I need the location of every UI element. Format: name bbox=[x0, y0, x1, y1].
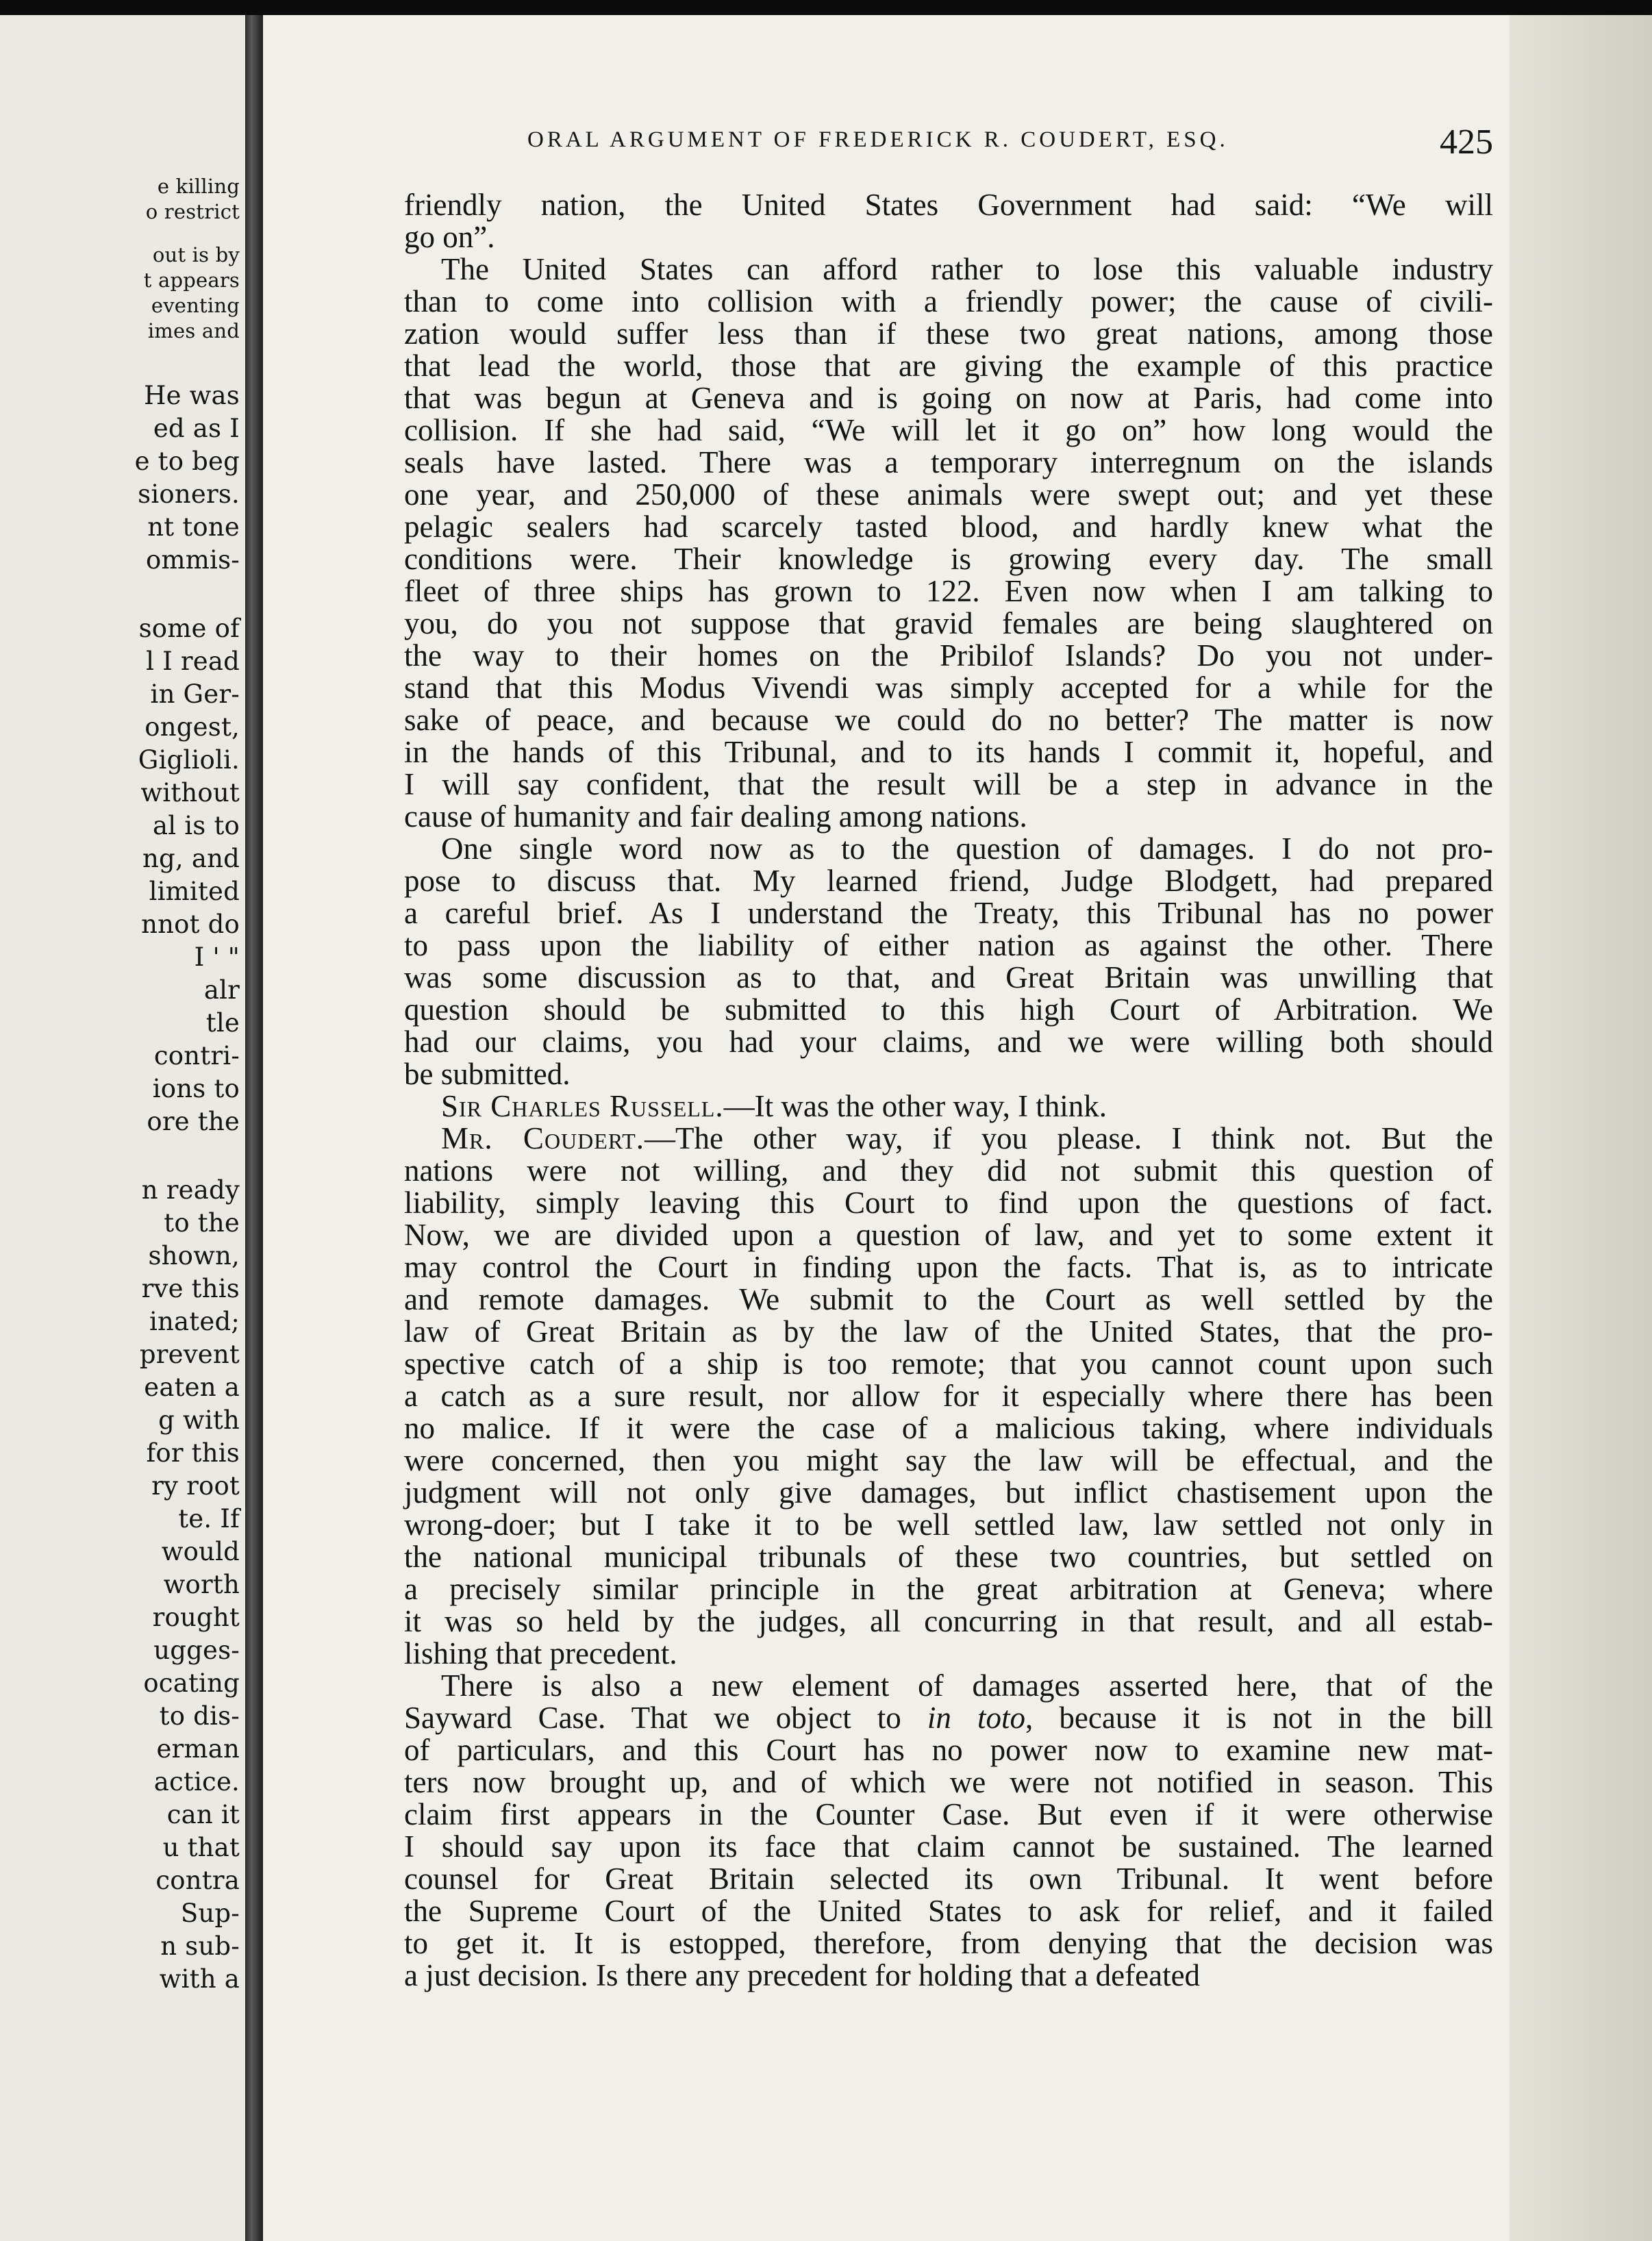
text-line: no malice. If it were the case of a malicious taking, where individuals bbox=[404, 1411, 1493, 1445]
page-edge-shadow bbox=[1510, 15, 1652, 2241]
text-line: to get it. It is estopped, therefore, from denying that the decision was bbox=[404, 1926, 1493, 1960]
previous-page-line: eventing bbox=[151, 294, 240, 317]
speaker-text: —It was the other way, I think. bbox=[723, 1089, 1107, 1123]
text-line: a careful brief. As I understand the Treaty, this Tribunal has no power bbox=[404, 896, 1493, 930]
text-line: law of Great Britain as by the law of the United States, that the pro- bbox=[404, 1314, 1493, 1349]
previous-page-line: o restrict bbox=[145, 200, 240, 223]
text-line bbox=[404, 1090, 1493, 1123]
previous-page-line: without bbox=[140, 778, 240, 807]
text-line: the Supreme Court of the United States to ask for relief, and it failed bbox=[404, 1894, 1493, 1928]
previous-page-line: sioners. bbox=[138, 479, 240, 509]
previous-page-line: n sub- bbox=[160, 1931, 240, 1961]
text-line: pelagic sealers had scarcely tasted blood, and hardly knew what the bbox=[404, 510, 1493, 544]
text-line: lishing that precedent. bbox=[404, 1636, 677, 1670]
previous-page-line: ommis- bbox=[146, 545, 240, 575]
text-line: may control the Court in finding upon the facts. That is, as to intricate bbox=[404, 1250, 1493, 1284]
text-line: it was so held by the judges, all concurring in that result, and all estab- bbox=[404, 1604, 1493, 1638]
previous-page-line: e killing bbox=[157, 175, 240, 198]
text-line: conditions were. Their knowledge is growing every day. The small bbox=[404, 542, 1493, 576]
previous-page-line: inated; bbox=[149, 1307, 240, 1336]
text-line: ters now brought up, and of which we were not notified in season. This bbox=[404, 1765, 1493, 1799]
previous-page-line: nt tone bbox=[147, 512, 240, 542]
previous-page-line: erman bbox=[156, 1734, 240, 1764]
previous-page-fragment bbox=[0, 15, 255, 2241]
previous-page-line: actice. bbox=[153, 1767, 240, 1796]
previous-page-line: to the bbox=[164, 1208, 240, 1238]
previous-page-line: alr bbox=[203, 975, 240, 1005]
text-line: question should be submitted to this high Court of Arbitration. We bbox=[404, 992, 1493, 1027]
text-line: one year, and 250,000 of these animals were swept out; and yet these bbox=[404, 477, 1493, 512]
previous-page-line: some of bbox=[138, 614, 240, 643]
text-line: that lead the world, those that are giving the example of this practice bbox=[404, 349, 1493, 383]
body-text bbox=[404, 189, 1493, 1992]
previous-page-gap bbox=[14, 225, 240, 242]
previous-page-line: ongest, bbox=[145, 712, 240, 742]
previous-page-line: ions to bbox=[152, 1074, 240, 1103]
running-head-title: ORAL ARGUMENT OF FREDERICK R. COUDERT, ESQ. bbox=[527, 127, 1229, 152]
text-segment: Sayward Case. That we object to bbox=[404, 1701, 927, 1735]
text-line: a precisely similar principle in the great arbitration at Geneva; where bbox=[404, 1572, 1493, 1606]
previous-page-line: Sup- bbox=[180, 1899, 240, 1928]
previous-page-line: al is to bbox=[153, 811, 240, 840]
previous-page-text bbox=[14, 174, 240, 1996]
previous-page-line: nnot do bbox=[141, 910, 240, 939]
previous-page-gap bbox=[14, 577, 240, 612]
text-line: wrong-doer; but I take it to be well settled law, law settled not only in bbox=[404, 1507, 1493, 1542]
text-line: to pass upon the liability of either nation as against the other. There bbox=[404, 928, 1493, 962]
previous-page-line: with a bbox=[159, 1964, 240, 1994]
previous-page-line: limited bbox=[149, 877, 240, 906]
previous-page-line: eaten a bbox=[144, 1373, 240, 1402]
scan-top-edge bbox=[0, 0, 1652, 15]
text-line: counsel for Great Britain selected its own Tribunal. It went before bbox=[404, 1862, 1493, 1896]
previous-page-line: He was bbox=[144, 381, 240, 410]
text-line bbox=[404, 1123, 1493, 1155]
previous-page-line: shown, bbox=[148, 1241, 240, 1270]
text-line: sake of peace, and because we could do no better? The matter is now bbox=[404, 703, 1493, 737]
previous-page-line: out is by bbox=[152, 243, 240, 266]
text-line: collision. If she had said, “We will let it go on” how long would the bbox=[404, 413, 1493, 447]
text-line: cause of humanity and fair dealing among nations. bbox=[404, 799, 1027, 834]
speaker-text: —The other way, if you please. I think not. But the bbox=[644, 1121, 1493, 1155]
speaker-name: Sir Charles Russell. bbox=[441, 1089, 724, 1123]
text-line: judgment will not only give damages, but inflict chastisement upon the bbox=[404, 1475, 1493, 1510]
previous-page-line: ng, and bbox=[142, 844, 240, 873]
text-line: I will say confident, that the result will be a step in advance in the bbox=[404, 767, 1493, 801]
previous-page-line: contra bbox=[155, 1866, 240, 1895]
text-line bbox=[404, 1702, 1493, 1734]
text-line: I should say upon its face that claim cannot be sustained. The learned bbox=[404, 1829, 1493, 1864]
previous-page-line: would bbox=[161, 1537, 240, 1566]
book-gutter bbox=[245, 15, 263, 2241]
page-number: 425 bbox=[1440, 123, 1493, 162]
previous-page-line: I ' " bbox=[194, 942, 240, 972]
previous-page-line: ed as I bbox=[153, 414, 240, 443]
previous-page-line: in Ger- bbox=[150, 679, 240, 709]
text-line: stand that this Modus Vivendi was simply accepted for a while for the bbox=[404, 671, 1493, 705]
previous-page-line: worth bbox=[163, 1570, 240, 1599]
text-line: fleet of three ships has grown to 122. Even now when I am talking to bbox=[404, 574, 1493, 608]
previous-page-line: te. If bbox=[178, 1504, 240, 1533]
text-line: The United States can afford rather to lose this valuable industry bbox=[441, 252, 1493, 286]
previous-page-line: ry root bbox=[151, 1471, 240, 1501]
previous-page-line: u that bbox=[162, 1833, 240, 1862]
previous-page-line: can it bbox=[166, 1800, 240, 1829]
text-line: a catch as a sure result, nor allow for it especially where there has been bbox=[404, 1379, 1493, 1413]
text-line: the national municipal tribunals of these two countries, but settled on bbox=[404, 1540, 1493, 1574]
text-line: were concerned, then you might say the law will be effectual, and the bbox=[404, 1443, 1493, 1477]
previous-page-line: t appears bbox=[143, 268, 240, 292]
previous-page-line: rought bbox=[152, 1603, 240, 1632]
text-line: There is also a new element of damages asserted here, that of the bbox=[441, 1668, 1493, 1703]
text-line: Now, we are divided upon a question of law, and yet to some extent it bbox=[404, 1218, 1493, 1252]
previous-page-line: Giglioli. bbox=[138, 745, 240, 775]
text-line: a just decision. Is there any precedent for holding that a defeated bbox=[404, 1958, 1201, 1992]
previous-page-line: prevent bbox=[139, 1340, 240, 1369]
previous-page-gap bbox=[14, 1138, 240, 1174]
text-line: spective catch of a ship is too remote; that you cannot count upon such bbox=[404, 1347, 1493, 1381]
previous-page-gap bbox=[14, 344, 240, 379]
text-line: in the hands of this Tribunal, and to its hands I commit it, hopeful, and bbox=[404, 735, 1493, 769]
previous-page-line: tle bbox=[205, 1008, 240, 1038]
text-line: had our claims, you had your claims, and we were willing both should bbox=[404, 1025, 1493, 1059]
previous-page-line: rve this bbox=[141, 1274, 240, 1303]
text-line: liability, simply leaving this Court to find upon the questions of fact. bbox=[404, 1186, 1493, 1220]
previous-page-line: g with bbox=[158, 1405, 240, 1435]
text-line: and remote damages. We submit to the Court as well settled by the bbox=[404, 1282, 1493, 1316]
previous-page-line: ocating bbox=[143, 1668, 240, 1698]
previous-page-line: contri- bbox=[153, 1041, 240, 1071]
text-line: seals have lasted. There was a temporary interregnum on the islands bbox=[404, 445, 1493, 479]
text-segment: , because it is not in the bill bbox=[1025, 1701, 1493, 1735]
previous-page-line: e to beg bbox=[134, 447, 240, 476]
speaker-name: Mr. Coudert. bbox=[441, 1121, 645, 1155]
previous-page-line: for this bbox=[146, 1438, 240, 1468]
text-line: you, do you not suppose that gravid females are being slaughtered on bbox=[404, 606, 1493, 640]
text-line: zation would suffer less than if these two great nations, among those bbox=[404, 316, 1493, 351]
text-line: friendly nation, the United States Government had said: “We will bbox=[404, 188, 1493, 222]
previous-page-line: l I read bbox=[146, 647, 240, 676]
text-line: pose to discuss that. My learned friend, Judge Blodgett, had prepared bbox=[404, 864, 1493, 898]
text-line: go on”. bbox=[404, 220, 495, 254]
text-line: the way to their homes on the Pribilof Islands? Do you not under- bbox=[404, 638, 1493, 673]
previous-page-line: ore the bbox=[147, 1107, 240, 1136]
text-line: One single word now as to the question of damages. I do not pro- bbox=[441, 831, 1493, 866]
text-line: nations were not willing, and they did not submit this question of bbox=[404, 1153, 1493, 1188]
text-line: be submitted. bbox=[404, 1057, 571, 1091]
text-line: claim first appears in the Counter Case. But even if it were otherwise bbox=[404, 1797, 1493, 1831]
previous-page-line: to dis- bbox=[159, 1701, 240, 1731]
text-line: than to come into collision with a friendly power; the cause of civili- bbox=[404, 284, 1493, 318]
previous-page-line: ugges- bbox=[153, 1636, 240, 1665]
text-line: that was begun at Geneva and is going on now at Paris, had come into bbox=[404, 381, 1493, 415]
previous-page-line: imes and bbox=[147, 319, 240, 342]
previous-page-line: n ready bbox=[141, 1175, 240, 1205]
italic-phrase: in toto bbox=[927, 1701, 1026, 1735]
running-head bbox=[527, 122, 1493, 166]
text-line: of particulars, and this Court has no power now to examine new mat- bbox=[404, 1733, 1493, 1767]
text-line: was some discussion as to that, and Great Britain was unwilling that bbox=[404, 960, 1493, 994]
